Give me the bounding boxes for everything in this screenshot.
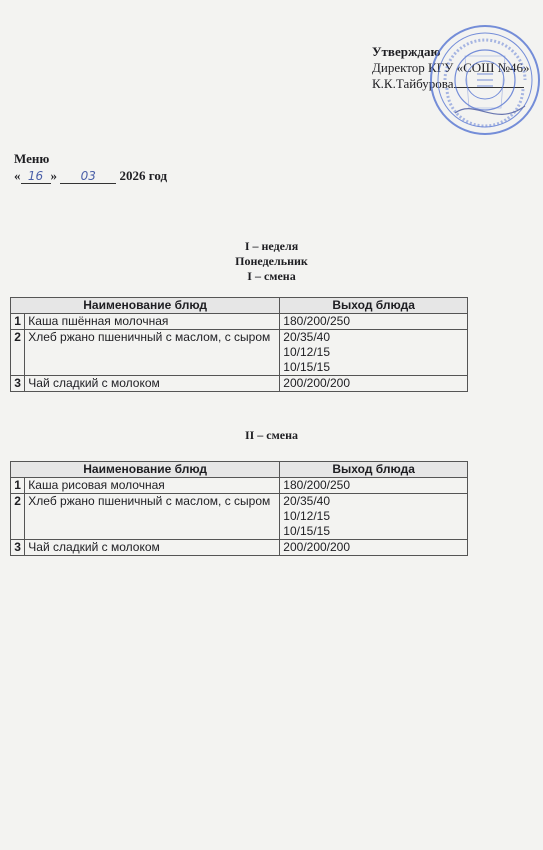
output-line: 10/12/15: [283, 345, 331, 359]
table-row: [11, 494, 468, 540]
table-row: [11, 314, 468, 330]
menu-table-shift2: [10, 461, 468, 556]
date-quote-close: »: [50, 168, 57, 183]
date-year: 2026 год: [119, 168, 168, 183]
dish-output: 180/200/250: [280, 314, 468, 330]
row-number: 2: [11, 494, 25, 540]
date-day: 16: [21, 169, 51, 184]
table-row: [11, 540, 468, 556]
output-line: 10/15/15: [283, 524, 331, 538]
dish-output: 200/200/200: [280, 376, 468, 392]
output-line: 10/12/15: [283, 509, 331, 523]
approval-position: Директор КГУ «СОШ №46»: [372, 60, 530, 75]
table-row: [11, 376, 468, 392]
col-header-name: Наименование блюд: [11, 298, 280, 314]
dish-output: [280, 494, 468, 540]
week-title: I – неделя: [244, 239, 299, 253]
round-stamp-icon: [425, 18, 543, 144]
col-header-output: Выход блюда: [280, 298, 468, 314]
shift2-title: II – смена: [244, 428, 299, 442]
menu-date: [14, 168, 167, 184]
output-line: 20/35/40: [283, 494, 331, 508]
col-header-name: Наименование блюд: [11, 462, 280, 478]
row-number: 3: [11, 376, 25, 392]
output-line: 20/35/40: [283, 330, 331, 344]
row-number: 1: [11, 478, 25, 494]
output-line: 10/15/15: [283, 360, 331, 374]
dish-name: Хлеб ржано пшеничный с маслом, с сыром: [25, 494, 280, 540]
row-number: 3: [11, 540, 25, 556]
row-number: 2: [11, 330, 25, 376]
day-title: Понедельник: [235, 254, 308, 268]
row-number: 1: [11, 314, 25, 330]
shift1-title: I – смена: [247, 269, 296, 283]
date-month: 03: [60, 169, 116, 184]
dish-name: Чай сладкий с молоком: [25, 376, 280, 392]
week-heading: [0, 239, 543, 284]
dish-name: Каша пшённая молочная: [25, 314, 280, 330]
dish-output: 200/200/200: [280, 540, 468, 556]
col-header-output: Выход блюда: [280, 462, 468, 478]
table-row: [11, 478, 468, 494]
dish-name: Хлеб ржано пшеничный с маслом, с сыром: [25, 330, 280, 376]
dish-name: Чай сладкий с молоком: [25, 540, 280, 556]
dish-output: 180/200/250: [280, 478, 468, 494]
menu-title: Меню: [14, 151, 50, 166]
dish-output: [280, 330, 468, 376]
table-header-row: [11, 462, 468, 478]
menu-table-shift1: [10, 297, 468, 392]
dish-name: Каша рисовая молочная: [25, 478, 280, 494]
date-quote-open: «: [14, 168, 21, 183]
table-header-row: [11, 298, 468, 314]
table-row: [11, 330, 468, 376]
approval-title: Утверждаю: [372, 44, 441, 59]
approval-name: К.К.Тайбурова: [372, 76, 454, 91]
